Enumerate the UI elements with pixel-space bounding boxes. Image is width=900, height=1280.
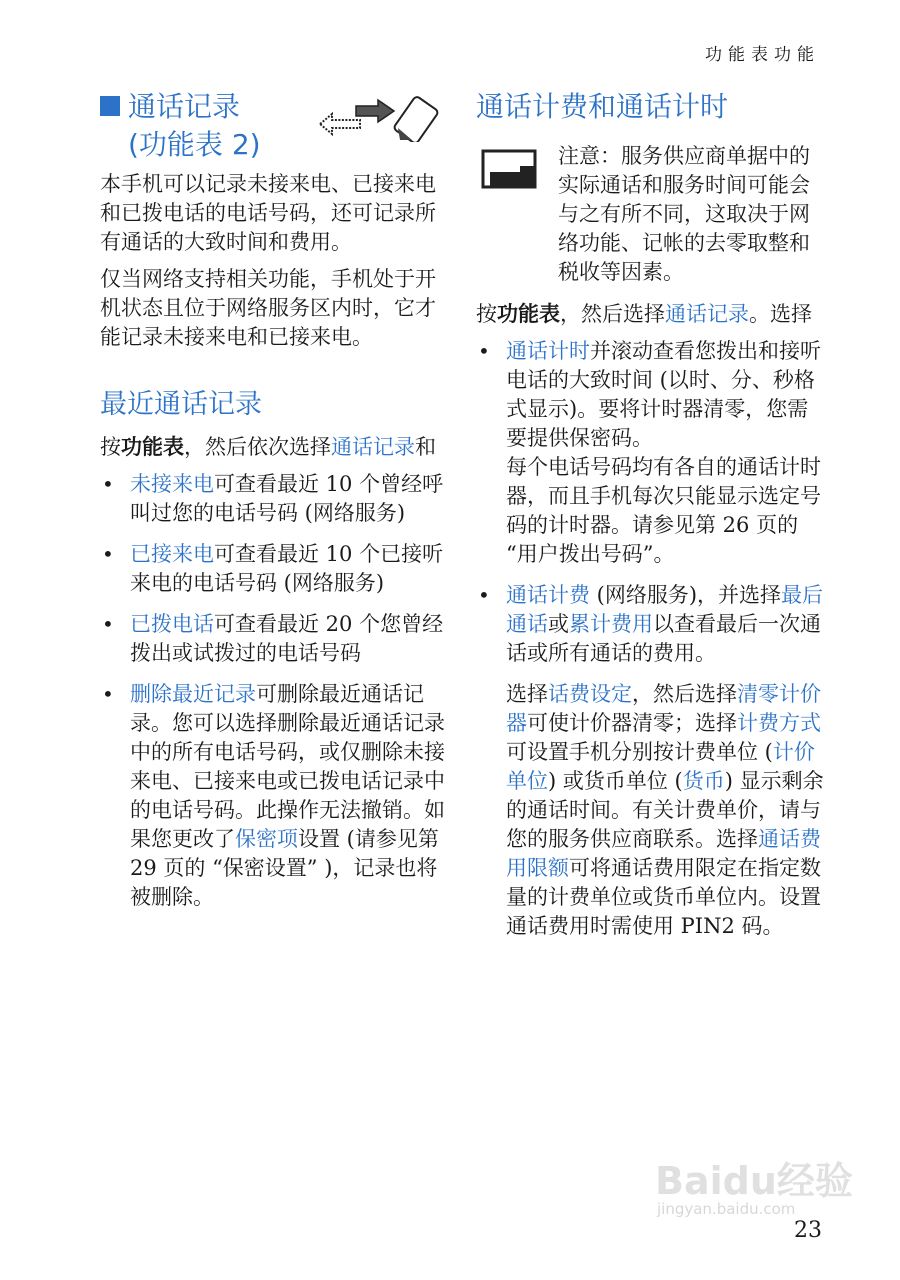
menu-link-currency: 货币 bbox=[682, 769, 725, 793]
menu-link-cost-limit: 通话费用限额 bbox=[506, 827, 821, 880]
phone-call-arrows-icon bbox=[316, 96, 441, 142]
section-title bbox=[100, 88, 445, 170]
menu-link-units: 计价单位 bbox=[506, 740, 815, 793]
note-hand-icon bbox=[480, 148, 540, 190]
menu-link-last-call: 最后通话 bbox=[506, 583, 824, 636]
select-intro: 按功能表，然后选择通话记录。选择 bbox=[476, 301, 812, 326]
menu-link-security: 保密项 bbox=[235, 827, 298, 851]
recent-calls-intro: 按功能表，然后依次选择通话记录和 bbox=[100, 434, 436, 459]
list-item: • 删除最近记录可删除最近通话记录。您可以选择删除最近通话记录中的所有电话号码，或仅删除未接来电、已接来电或已拨电话记录中的电话号码。此操作无法撤销。如果您更改了保密项设置 (请参见第 29 页的 “保密设置” )，记录也将被删除。 bbox=[100, 680, 445, 912]
list-item: • 通话计时并滚动查看您拨出和接听电话的大致时间 (以时、分、秒格式显示)。要将计时器清零，您需要提供保密码。 每个电话号码均有各自的通话计时器，而且手机每次只能显示选定号码的计时器。请参见第 26 页的 “用户拨出号码”。 bbox=[476, 337, 826, 569]
section-title-line2: (功能表 2) bbox=[128, 128, 261, 161]
menu-link-call-log: 通话记录 bbox=[331, 435, 415, 459]
menu-link-delete-recent: 删除最近记录 bbox=[130, 682, 256, 706]
section-title-line1: 通话记录 bbox=[100, 88, 445, 126]
right-column bbox=[476, 88, 826, 949]
blue-square-bullet-icon bbox=[100, 96, 120, 116]
call-cost-timer-heading: 通话计费和通话计时 bbox=[476, 90, 729, 123]
recent-calls-heading: 最近通话记录 bbox=[100, 389, 262, 420]
cost-settings-paragraph: 选择话费设定，然后选择清零计价器可使计价器清零；选择计费方式可设置手机分别按计费单位 (计价单位) 或货币单位 (货币) 显示剩余的通话时间。有关计费单价，请与您的服务供应商联系。选择通话费用限额可将通话费用限定在指定数量的计费单位或货币单位内。设置通话费用时需使用 PIN2 码。 bbox=[506, 682, 824, 938]
cost-timer-list bbox=[476, 337, 826, 668]
note-box bbox=[476, 142, 826, 287]
left-column bbox=[100, 88, 445, 924]
watermark-logo bbox=[655, 1150, 855, 1230]
list-item: • 已接来电可查看最近 10 个已接听来电的电话号码 (网络服务) bbox=[100, 540, 445, 598]
menu-link-missed-calls: 未接来电 bbox=[130, 472, 214, 496]
watermark-brand: Baidu经验 bbox=[655, 1159, 853, 1203]
menu-link-total-costs: 累计费用 bbox=[569, 612, 653, 636]
running-header: 功能表功能 bbox=[705, 45, 820, 65]
menu-link-cost-settings: 话费设定 bbox=[548, 682, 632, 706]
menu-link-received-calls: 已接来电 bbox=[130, 542, 214, 566]
menu-link-call-duration: 通话计时 bbox=[506, 339, 590, 363]
menu-link-clear-counters: 清零计价器 bbox=[506, 682, 821, 735]
menu-link-show-costs-in: 计费方式 bbox=[737, 711, 821, 735]
list-item: • 未接来电可查看最近 10 个曾经呼叫过您的电话号码 (网络服务) bbox=[100, 470, 445, 528]
intro-paragraph-1: 本手机可以记录未接来电、已接来电和已拨电话的电话号码，还可记录所有通话的大致时间和费用。 bbox=[100, 172, 436, 254]
intro-paragraph-2: 仅当网络支持相关功能，手机处于开机状态且位于网络服务区内时，它才能记录未接来电和已接来电。 bbox=[100, 267, 436, 349]
page-number: 23 bbox=[794, 1218, 822, 1243]
menu-link-call-log: 通话记录 bbox=[665, 302, 749, 326]
note-text: 注意：服务供应商单据中的实际通话和服务时间可能会与之有所不同，这取决于网络功能、记帐的去零取整和税收等因素。 bbox=[558, 144, 810, 284]
menu-link-dialled-numbers: 已拨电话 bbox=[130, 612, 214, 636]
list-item: • 已拨电话可查看最近 20 个您曾经拨出或试拨过的电话号码 bbox=[100, 610, 445, 668]
watermark-url: jingyan.baidu.com bbox=[657, 1200, 796, 1218]
menu-link-call-costs: 通话计费 bbox=[506, 583, 590, 607]
recent-calls-list bbox=[100, 470, 445, 912]
list-item: • 通话计费 (网络服务)，并选择最后通话或累计费用以查看最后一次通话或所有通话的费用。 bbox=[476, 581, 826, 668]
